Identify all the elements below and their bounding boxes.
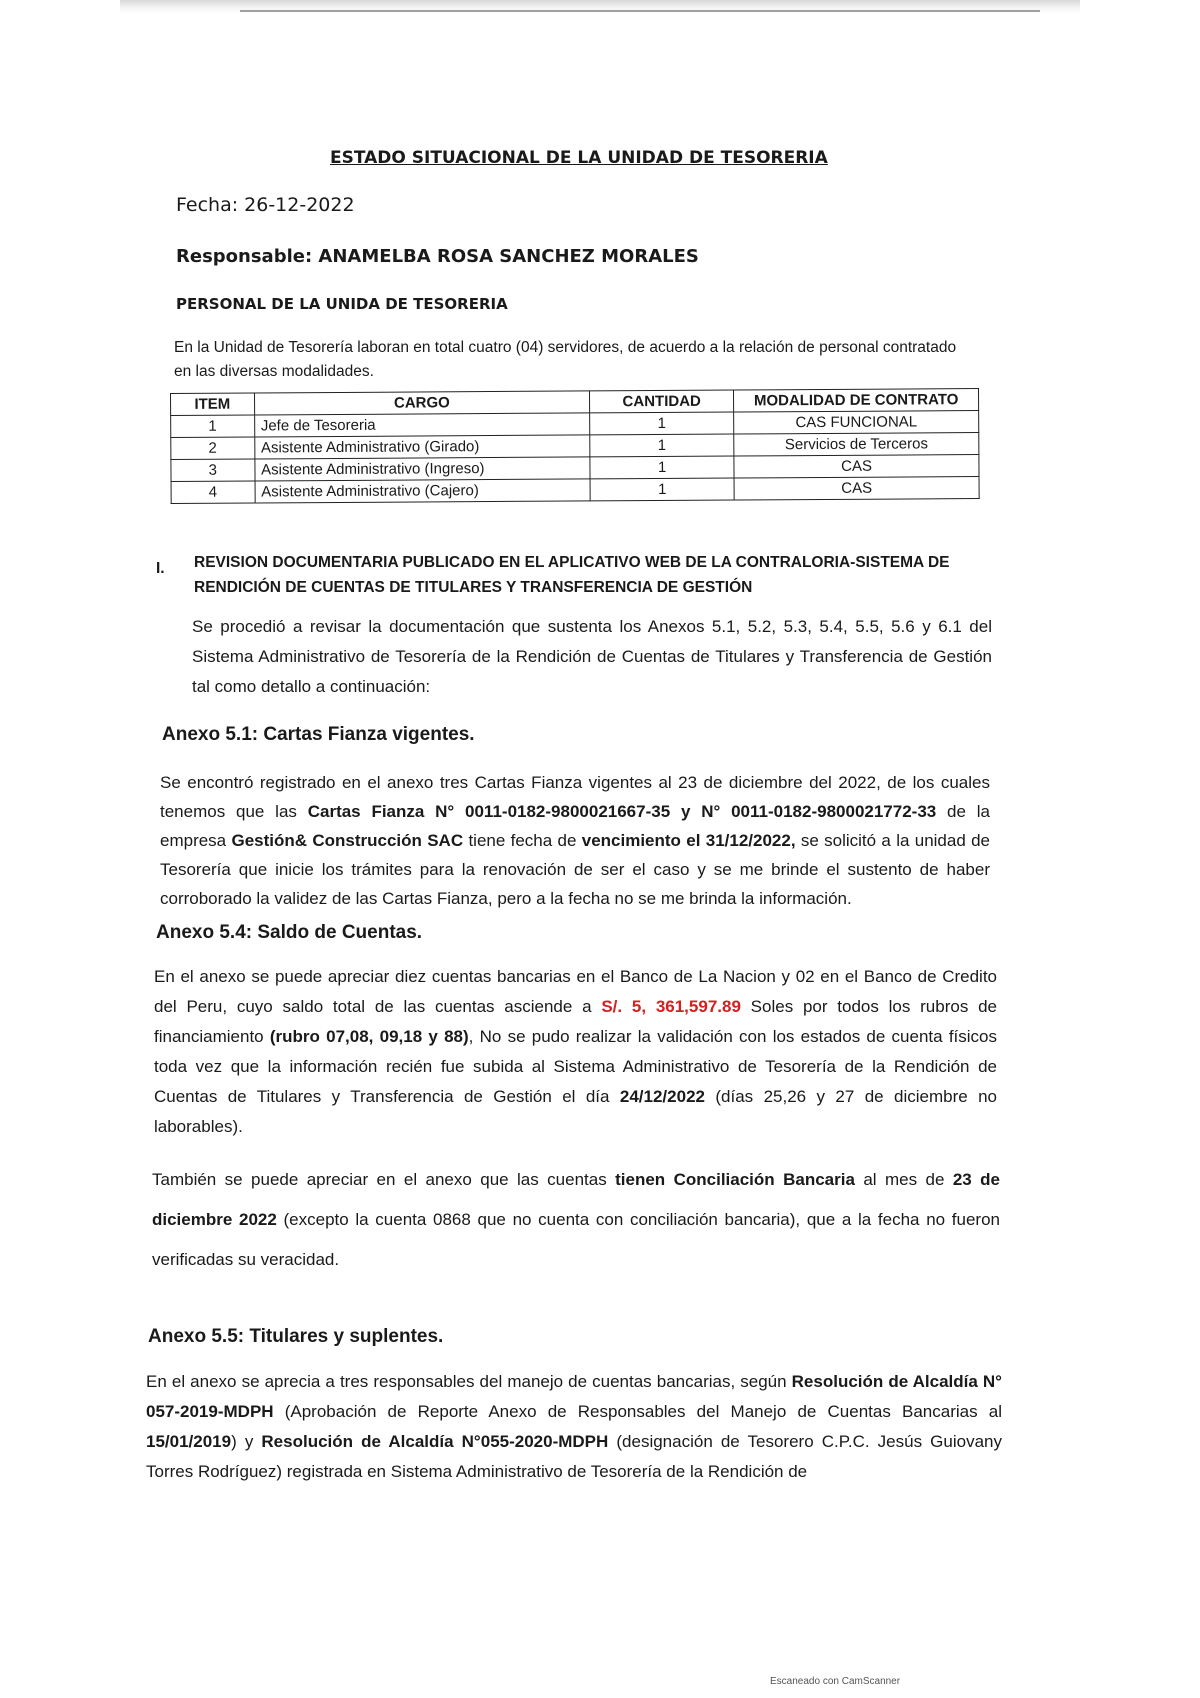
resolucion-057: Resolución de Alcaldía N° 057-2019-MDPH: [146, 1372, 1002, 1421]
document-date: Fecha: 26-12-2022: [176, 194, 355, 216]
rubros: (rubro 07,08, 09,18 y 88): [269, 1027, 469, 1046]
text-run: También se puede apreciar en el anexo que las cuentas: [152, 1170, 616, 1189]
text-run: Se encontró registrado en el anexo tres Cartas Fianza vigentes al 23 de diciembre del 2022, de los cuales tenemos que las: [160, 773, 990, 821]
expiry-date: vencimiento el 31/12/2022,: [581, 831, 796, 850]
personal-intro: En la Unidad de Tesorería laboran en total cuatro (04) servidores, de acuerdo a la relación de personal contratado en las diversas modalidades.: [174, 339, 957, 380]
company-name: Gestión& Construcción SAC: [231, 831, 464, 850]
cell-cargo: Jefe de Tesoreria: [254, 413, 590, 437]
cell-modalidad: CAS: [734, 477, 979, 500]
cell-cargo: Asistente Administrativo (Ingreso): [255, 457, 591, 481]
resolucion-055: Resolución de Alcaldía N°055-2020-MDPH: [261, 1432, 609, 1451]
cell-item: 3: [171, 459, 255, 482]
anexo-5-5-paragraph: [146, 1367, 1002, 1487]
section-number: I.: [156, 560, 165, 577]
scanner-watermark: Escaneado con CamScanner: [770, 1676, 901, 1687]
header-cantidad: CANTIDAD: [590, 390, 734, 413]
document-title: ESTADO SITUACIONAL DE LA UNIDAD DE TESORERIA: [330, 148, 828, 168]
text-run: al mes de: [854, 1170, 953, 1189]
text-run: ) y: [231, 1432, 262, 1451]
anexo-5-5-heading: Anexo 5.5: Titulares y suplentes.: [148, 1326, 444, 1347]
text-run: (excepto la cuenta 0868 que no cuenta con conciliación bancaria), que a la fecha no fueron verificadas su veracidad.: [152, 1210, 1000, 1269]
text-run: de la empresa: [160, 802, 990, 850]
header-item: ITEM: [171, 393, 255, 416]
text-run: Soles por todos los rubros de financiamiento: [154, 997, 997, 1046]
text-run: En el anexo se puede apreciar diez cuentas bancarias en el Banco de La Nacion y 02 en el Banco de Credito del Peru, cuyo saldo total de las cuentas asciende a: [154, 967, 997, 1016]
upload-date: 24/12/2022: [619, 1087, 705, 1106]
section-title: REVISION DOCUMENTARIA PUBLICADO EN EL APLICATIVO WEB DE LA CONTRALORIA-SISTEMA DE RENDICIÓN DE CUENTAS DE TITULARES Y TRANSFERENCIA DE GESTIÓN: [194, 554, 950, 596]
header-cargo: CARGO: [254, 391, 590, 415]
cell-cargo: Asistente Administrativo (Girado): [254, 435, 590, 459]
anexo-5-1-heading: Anexo 5.1: Cartas Fianza vigentes.: [162, 724, 475, 745]
staff-table: [170, 388, 980, 504]
cell-modalidad: CAS FUNCIONAL: [734, 411, 979, 434]
text-run: En el anexo se aprecia a tres responsables del manejo de cuentas bancarias, según: [146, 1372, 792, 1391]
cell-item: 4: [171, 481, 255, 504]
conciliacion-text: tienen Conciliación Bancaria: [615, 1170, 855, 1189]
text-run: (designación de Tesorero C.P.C. Jesús Guiovany Torres Rodríguez) registrada en Sistema Administrativo de Tesorería de la Rendición de: [146, 1432, 1002, 1481]
responsible-person: Responsable: ANAMELBA ROSA SANCHEZ MORALES: [176, 246, 699, 267]
text-run: (días 25,26 y 27 de diciembre no laborables).: [154, 1087, 997, 1136]
cell-modalidad: CAS: [734, 455, 979, 478]
cartas-fianza-numbers: Cartas Fianza N° 0011-0182-9800021667-35 y N° 0011-0182-9800021772-33: [307, 802, 937, 821]
cell-cantidad: 1: [590, 412, 734, 435]
section-paragraph: Se procedió a revisar la documentación que sustenta los Anexos 5.1, 5.2, 5.3, 5.4, 5.5, 5.6 y 6.1 del Sistema Administrativo de Tesorería de la Rendición de Cuentas de Titulares y Transferencia de Gestión tal como detallo a continuación:: [192, 617, 992, 696]
anexo-5-1-paragraph: [160, 768, 990, 913]
header-modalidad: MODALIDAD DE CONTRATO: [734, 389, 979, 412]
total-balance-amount: S/. 5, 361,597.89: [601, 997, 741, 1016]
report-date: 15/01/2019: [146, 1432, 232, 1451]
cell-cantidad: 1: [590, 456, 734, 479]
text-run: (Aprobación de Reporte Anexo de Responsables del Manejo de Cuentas Bancarias al: [273, 1402, 1002, 1421]
table-row: [171, 477, 979, 504]
anexo-5-4-heading: Anexo 5.4: Saldo de Cuentas.: [156, 922, 423, 943]
cell-modalidad: Servicios de Terceros: [734, 433, 979, 456]
personal-heading: PERSONAL DE LA UNIDA DE TESORERIA: [176, 295, 508, 313]
anexo-5-4-paragraph-2: [152, 1160, 1000, 1280]
cell-cargo: Asistente Administrativo (Cajero): [255, 479, 591, 503]
conciliacion-date: 23 de diciembre 2022: [152, 1170, 1000, 1229]
cell-cantidad: 1: [590, 434, 734, 457]
cell-item: 2: [171, 437, 255, 460]
text-run: tiene fecha de: [463, 831, 582, 850]
cell-cantidad: 1: [590, 478, 734, 501]
cell-item: 1: [171, 415, 255, 438]
anexo-5-4-paragraph: [154, 962, 997, 1142]
text-run: , No se pudo realizar la validación con los estados de cuenta físicos toda vez que la información recién fue subida al Sistema Administrativo de Tesorería de la Rendición de Cuentas de Titulares y Transferencia de Gestión el día: [154, 1027, 998, 1106]
text-run: se solicitó a la unidad de Tesorería que inicie los trámites para la renovación de ser el caso y se me brinde el sustento de haber corroborado la validez de las Cartas Fianza, pero a la fecha no se me brinda la información.: [160, 831, 991, 908]
